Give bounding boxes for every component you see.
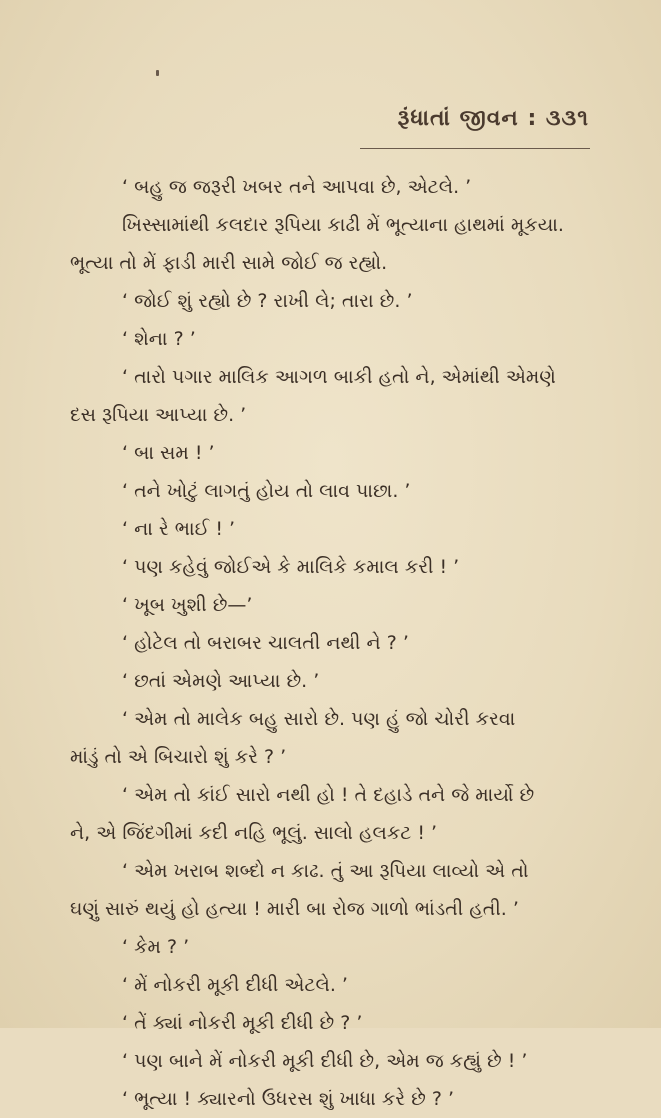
- text-line: ‘ તને ખોટું લાગતું હોય તો લાવ પાછા. ’: [122, 480, 411, 502]
- text-line: ‘ પણ બાને મેં નોકરી મૂકી દીધી છે, એમ જ કહ્યું છે ! ’: [122, 1050, 528, 1072]
- text-line: ‘ એમ ખરાબ શબ્દો ન કાઢ. તું આ રૂપિયા લાવ્યો એ તો: [122, 860, 529, 882]
- header-rule: [360, 148, 590, 149]
- text-line: ને, એ જિંદગીમાં કદી નહિ ભૂલું. સાલો હલકટ ! ’: [70, 822, 438, 844]
- text-line: ‘ તારો પગાર માલિક આગળ બાકી હતો ને, એમાંથી એમણે: [122, 366, 556, 388]
- text-line: ‘ છતાં એમણે આપ્યા છે. ’: [122, 670, 320, 692]
- text-line: ‘ ના રે ભાઈ ! ’: [122, 518, 236, 540]
- text-line: ‘ મેં નોકરી મૂકી દીધી એટલે. ’: [122, 974, 348, 996]
- running-header: રૂંધાતાં જીવન : ૩૩૧: [397, 106, 589, 131]
- page-text: [70, 168, 600, 1118]
- text-line: ‘ એમ તો કાંઈ સારો નથી હો ! તે દહાડે તને જે માર્યો છે: [122, 784, 535, 806]
- ink-speck: [156, 70, 159, 76]
- text-line: દસ રૂપિયા આપ્યા છે. ’: [70, 404, 247, 426]
- text-line: ‘ બા સમ ! ’: [122, 442, 215, 464]
- text-line: ‘ હોટેલ તો બરાબર ચાલતી નથી ને ? ’: [122, 632, 409, 654]
- text-line: ‘ શેના ? ’: [122, 328, 196, 350]
- text-line: ‘ પણ કહેવું જોઈએ કે માલિકે કમાલ કરી ! ’: [122, 556, 460, 578]
- text-line: ખિસ્સામાંથી કલદાર રૂપિયા કાઢી મેં ભૂત્યાના હાથમાં મૂકયા.: [122, 214, 564, 236]
- text-line: ‘ ખૂબ ખુશી છે—’: [122, 594, 253, 616]
- text-line: ‘ કેમ ? ’: [122, 936, 190, 958]
- text-line: ‘ બહુ જ જરૂરી ખબર તને આપવા છે, એટલે. ’: [122, 176, 472, 198]
- text-line: ‘ તેં ક્યાં નોકરી મૂકી દીધી છે ? ’: [122, 1012, 363, 1034]
- text-line: ‘ ભૂત્યા ! ક્યારનો ઉધરસ શું ખાધા કરે છે ? ’: [122, 1088, 455, 1110]
- text-line: ભૂત્યા તો મેં ફાડી મારી સામે જોઈ જ રહ્યો.: [70, 252, 388, 274]
- text-line: ‘ જોઈ શું રહ્યો છે ? રાખી લે; તારા છે. ’: [122, 290, 413, 312]
- text-line: ‘ એમ તો માલેક બહુ સારો છે. પણ હું જો ચોરી કરવા: [122, 708, 516, 730]
- text-line: માંડું તો એ બિચારો શું કરે ? ’: [70, 746, 287, 768]
- text-line: ઘણું સારું થયું હો હત્યા ! મારી બા રોજ ગાળો ભાંડતી હતી. ’: [70, 898, 519, 920]
